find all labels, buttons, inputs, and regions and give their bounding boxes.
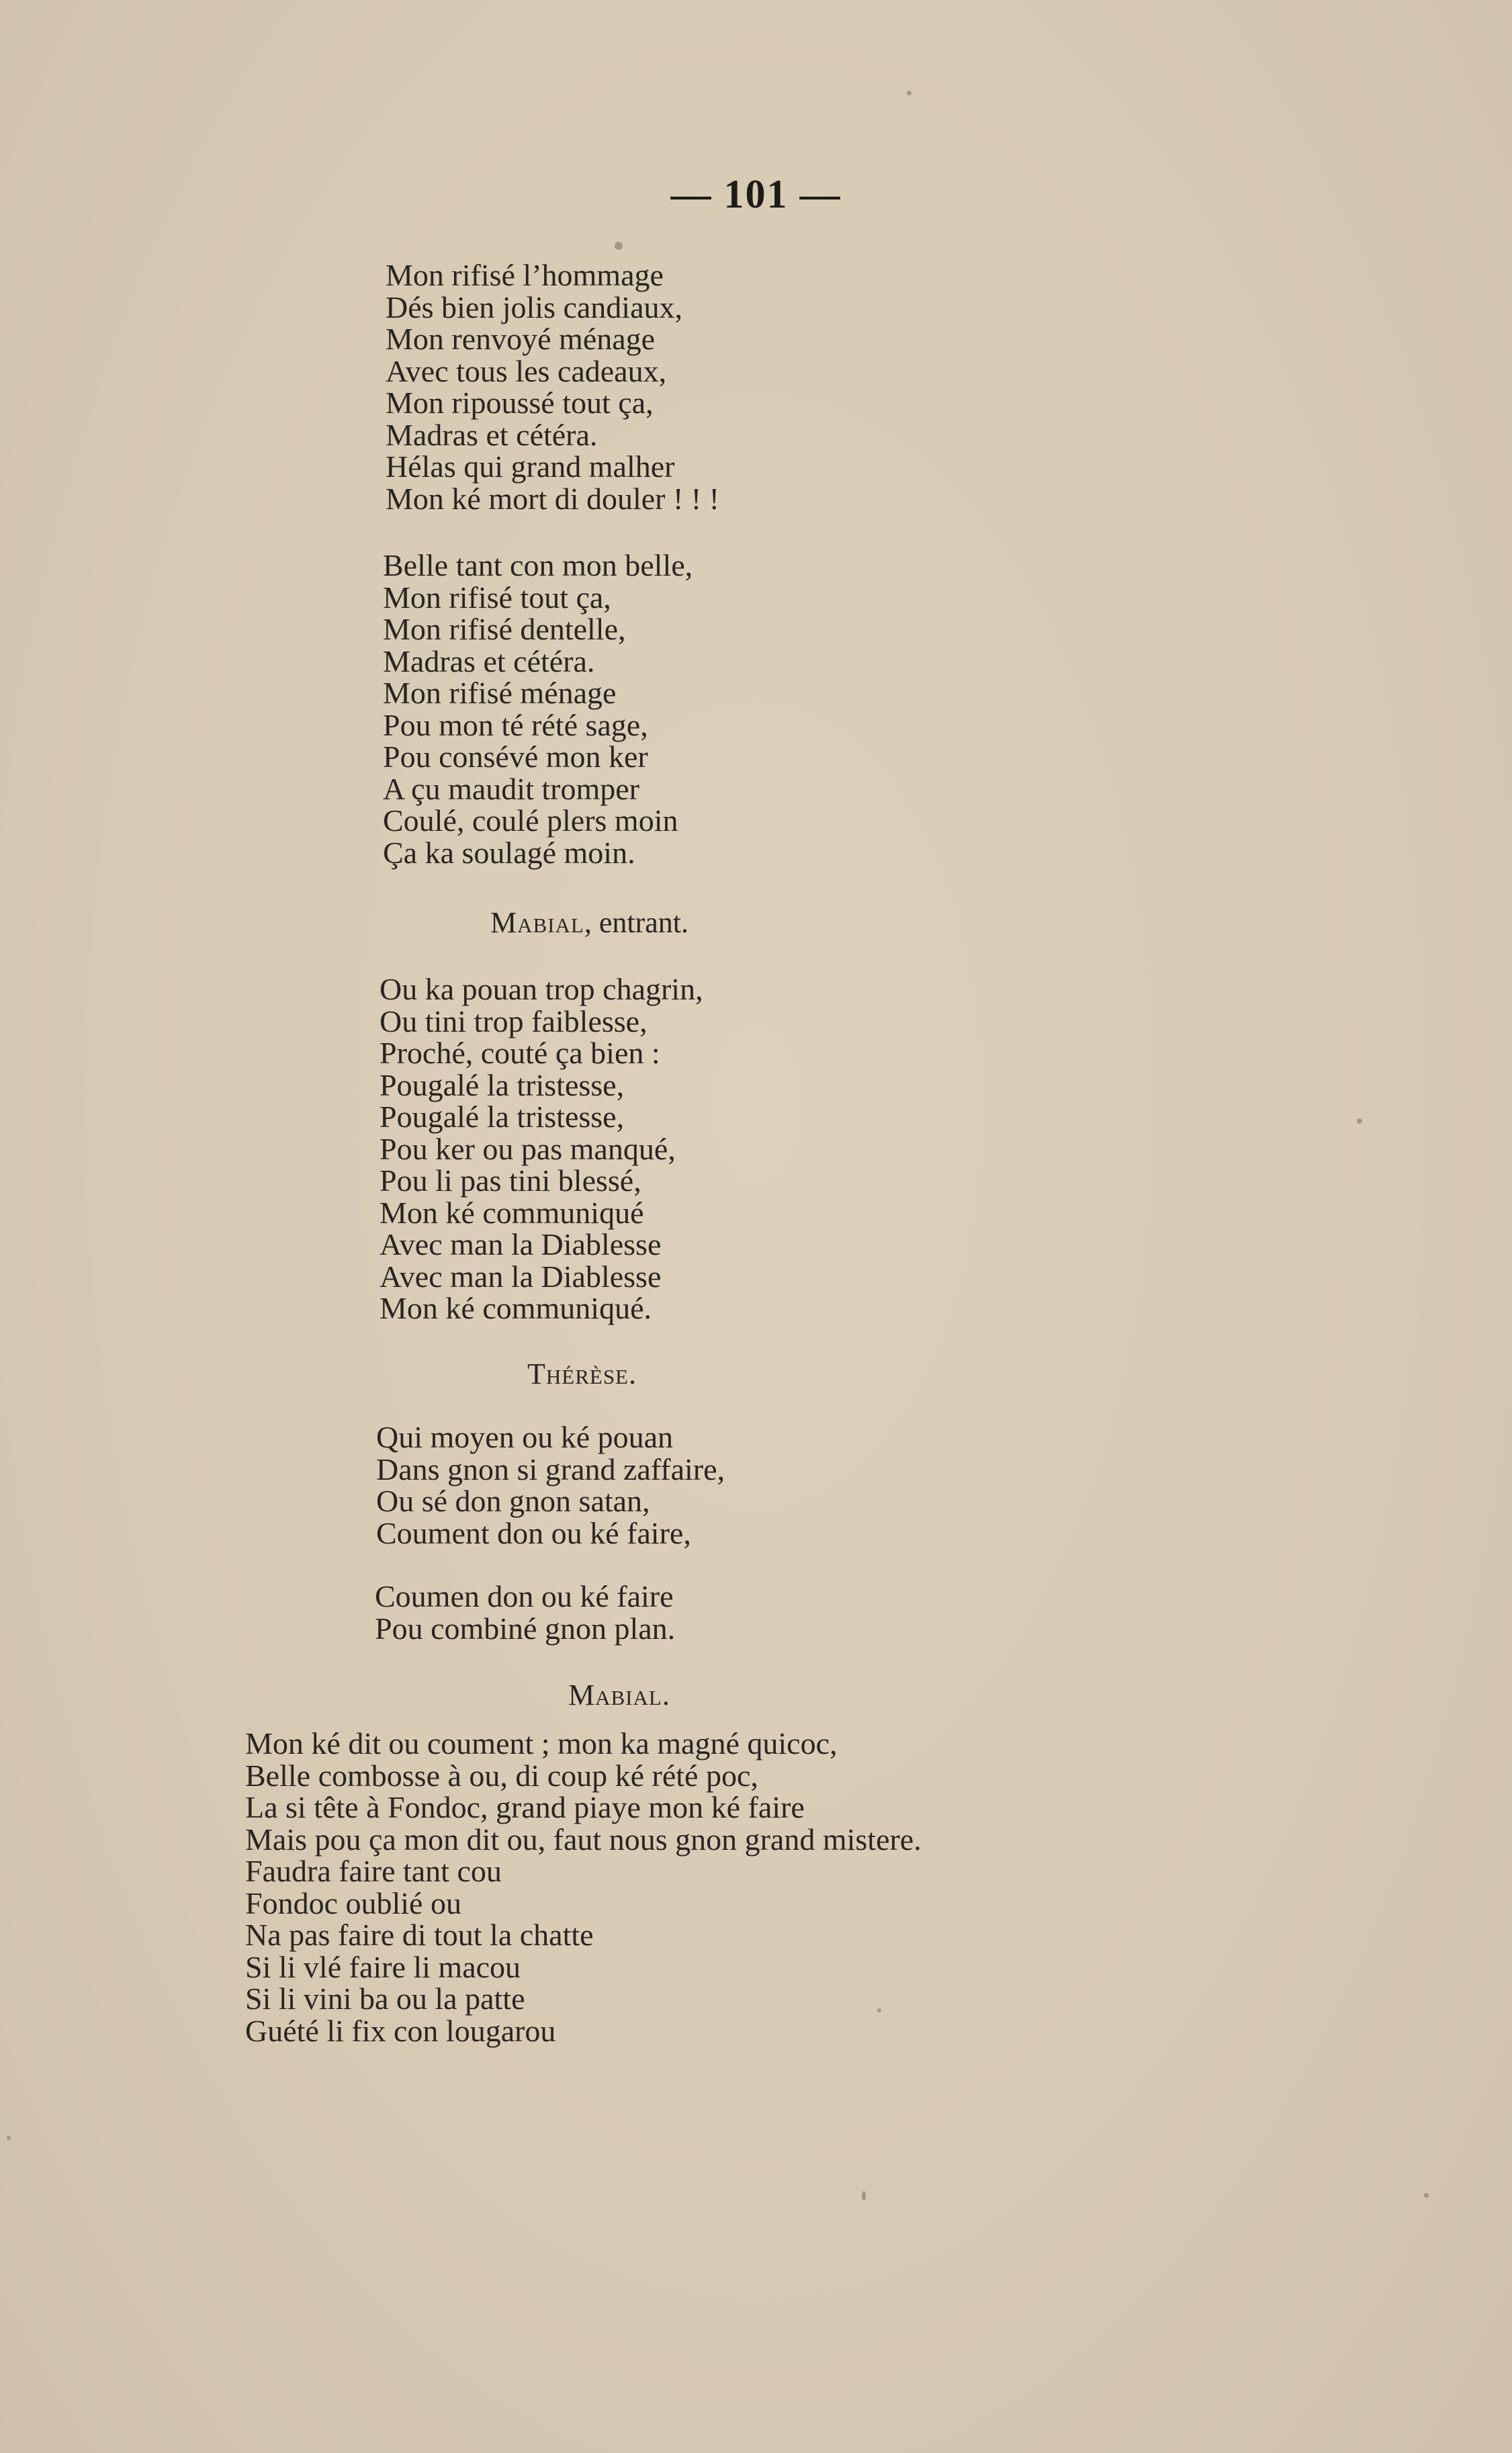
stanza-5 [375,1580,675,1644]
verse-line: Mon rifisé l’hommage [386,258,664,292]
verse-line: Na pas faire di tout la chatte [245,1918,594,1952]
verse-line: Dés bien jolis candiaux, [386,289,683,324]
stage-direction: , entrant. [584,906,689,939]
verse-line: Mon ripoussé tout ça, [386,386,654,420]
verse-line: Mon rifisé ménage [383,676,617,710]
verse-line: Coument don ou ké faire, [376,1515,691,1550]
verse-line: Pougalé la tristesse, [380,1100,625,1134]
verse-line: Pou ker ou pas manqué, [380,1131,676,1166]
verse-line: Pougalé la tristesse, [380,1067,625,1102]
verse-line: Madras et cétéra. [383,643,595,678]
verse-line: Coumen don ou ké faire [375,1579,674,1613]
verse-line: Coulé, coulé plers moin [383,803,678,838]
speaker-name: Mabial [490,906,584,939]
verse-line: Ou ka pouan trop chagrin, [380,972,703,1006]
speaker-name: Mabial. [568,1679,670,1711]
paper-speck [862,2191,866,2200]
verse-line: Mon rifisé tout ça, [383,580,611,615]
verse-line: Guété li fix con lougarou [245,2013,556,2048]
speaker-name: Thérèse. [527,1357,637,1390]
stanza-6 [245,1728,922,2047]
verse-line: Belle tant con mon belle, [383,548,693,582]
verse-line: Si li vini ba ou la patte [245,1981,525,2016]
paper-speck [1424,2193,1429,2198]
verse-line: Hélas qui grand malher [386,449,675,484]
verse-line: Fondoc oublié ou [245,1885,461,1920]
paper-speck [907,91,911,95]
verse-line: Ou tini trop faiblesse, [380,1004,648,1038]
stanza-4 [376,1421,725,1549]
verse-line: La si tête à Fondoc, grand piaye mon ké faire [245,1790,805,1824]
verse-line: Mais pou ça mon dit ou, faut nous gnon grand mistere. [245,1822,922,1857]
verse-line: Madras et cétéra. [386,417,598,452]
verse-line: Mon rifisé dentelle, [383,612,626,646]
paper-speck [877,2008,881,2012]
speaker-heading [527,1357,637,1391]
verse-line: Mon ké communiqué. [380,1291,652,1325]
verse-line: Dans gnon si grand zaffaire, [376,1452,725,1486]
stanza-2 [383,549,693,868]
verse-line: Pou consévé mon ker [383,740,648,774]
verse-line: Avec man la Diablesse [380,1227,662,1261]
page-number: — 101 — [670,172,842,216]
stanza-3 [380,973,703,1325]
verse-line: Pou li pas tini blessé, [380,1163,641,1198]
verse-line: Qui moyen ou ké pouan [376,1420,674,1454]
verse-line: Mon renvoyé ménage [386,322,656,356]
verse-line: Proché, couté ça bien : [380,1036,660,1070]
verse-line: Ou sé don gnon satan, [376,1484,650,1518]
verse-line: Pou mon té rété sage, [383,707,648,742]
verse-line: Mon ké communiqué [380,1195,644,1230]
speaker-heading [490,905,688,940]
verse-line: Avec tous les cadeaux, [386,353,667,388]
verse-line: Si li vlé faire li macou [245,1949,521,1984]
verse-line: Avec man la Diablesse [380,1259,662,1294]
stanza-1 [386,259,719,515]
paper-speck [1357,1118,1362,1124]
paper-speck [7,2136,11,2140]
verse-line: Faudra faire tant cou [245,1854,502,1888]
verse-line: Ça ka soulagé moin. [383,835,635,870]
verse-line: A çu maudit tromper [383,771,639,806]
speaker-heading [568,1678,670,1712]
verse-line: Mon ké dit ou coument ; mon ka magné quicoc, [245,1726,838,1760]
paper-speck [615,242,623,250]
verse-line: Belle combosse à ou, di coup ké rété poc, [245,1758,758,1793]
verse-line: Pou combiné gnon plan. [375,1611,676,1646]
verse-line: Mon ké mort di douler ! ! ! [386,481,719,516]
